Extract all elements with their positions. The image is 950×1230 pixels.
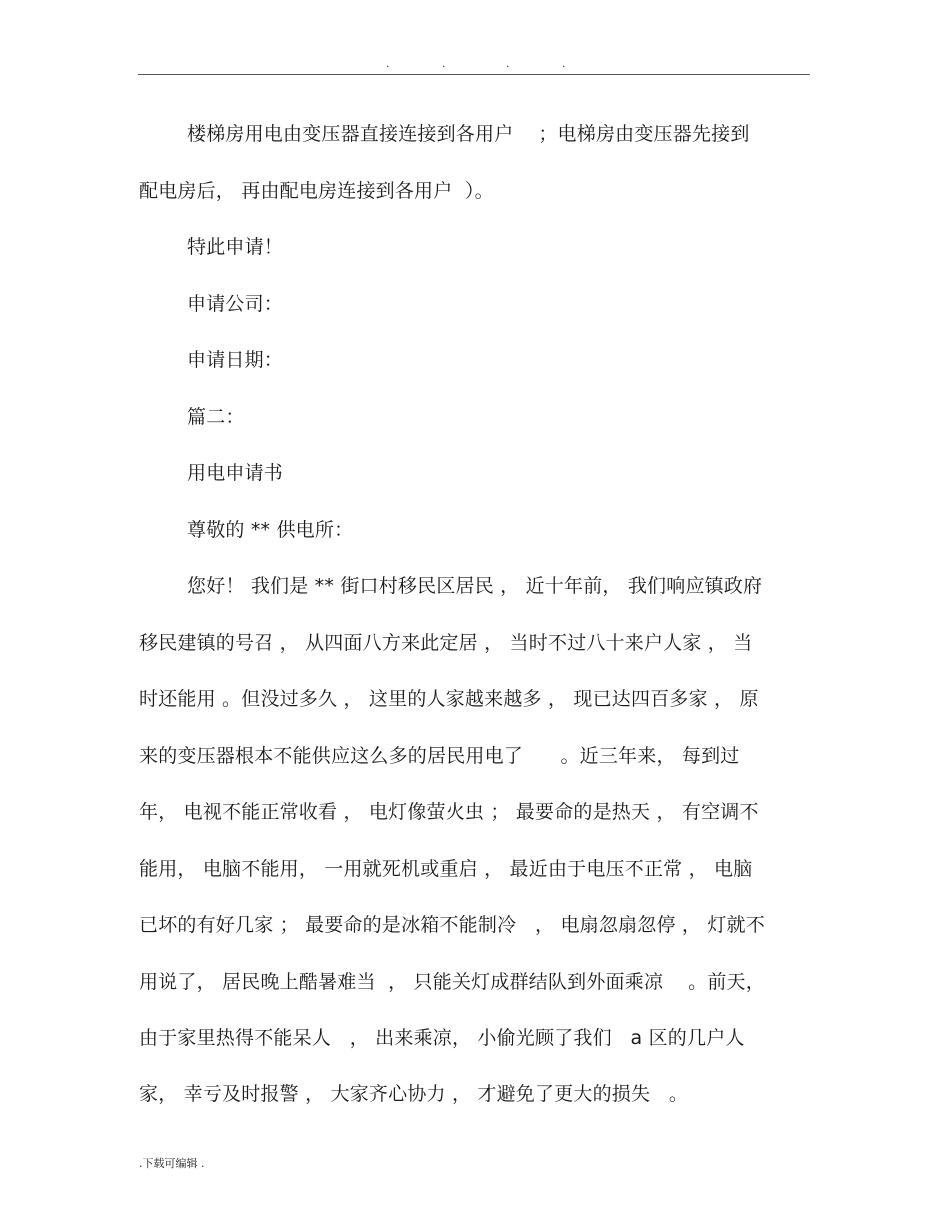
paragraph-line: 能用， 电脑不能用， 一用就死机或重启 ， 最近由于电压不正常 ， 电脑 bbox=[139, 858, 753, 880]
header-rule bbox=[138, 74, 810, 75]
salutation: 尊敬的 ** 供电所： bbox=[187, 519, 354, 541]
paragraph-line: 特此申请！ bbox=[187, 236, 284, 258]
paragraph-line: 时还能用 。但没过多久 ， 这里的人家越来越多 ， 现已达四百多家 ， 原 bbox=[139, 688, 759, 710]
paragraph-line: 申请公司： bbox=[187, 293, 284, 315]
paragraph-line: 来的变压器根本不能供应这么多的居民用电了 。近三年来， 每到过 bbox=[139, 745, 740, 767]
paragraph-line: 家， 幸亏及时报警 ， 大家齐心协力 ， 才避免了更大的损失 。 bbox=[139, 1083, 689, 1105]
header-dot: . bbox=[386, 57, 390, 70]
paragraph-line: 移民建镇的号召 ， 从四面八方来此定居 ， 当时不过八十来户人家 ， 当 bbox=[139, 632, 753, 654]
paragraph-line: 年， 电视不能正常收看 ， 电灯像萤火虫 ； 最要命的是热天 ， 有空调不 bbox=[139, 801, 759, 823]
header-dot: . bbox=[442, 57, 446, 70]
header-dot: . bbox=[562, 57, 566, 70]
document-title: 用电申请书 bbox=[187, 462, 284, 484]
paragraph-line: 由于家里热得不能呆人 ， 出来乘凉， 小偷光顾了我们 a 区的几户人 bbox=[139, 1027, 745, 1049]
paragraph-line: 已坏的有好几家 ； 最要命的是冰箱不能制冷 ， 电扇忽扇忽停 ， 灯就不 bbox=[139, 914, 765, 936]
paragraph-line: 申请日期： bbox=[187, 349, 284, 371]
paragraph-line: 配电房后， 再由配电房连接到各用户 ）。 bbox=[139, 180, 494, 202]
header-dots bbox=[0, 58, 950, 70]
paragraph-line: 您好！ 我们是 ** 街口村移民区居民 ， 近十年前， 我们响应镇政府 bbox=[187, 575, 763, 597]
paragraph-line: 楼梯房用电由变压器直接连接到各用户 ；电梯房由变压器先接到 bbox=[187, 123, 750, 145]
footer-note: .下载可编辑 . bbox=[139, 1157, 205, 1170]
paragraph-line: 用说了， 居民晚上酷暑难当 ， 只能关灯成群结队到外面乘凉 。前天， bbox=[139, 971, 765, 993]
header-dot: . bbox=[506, 57, 510, 70]
section-heading: 篇二： bbox=[187, 406, 245, 428]
